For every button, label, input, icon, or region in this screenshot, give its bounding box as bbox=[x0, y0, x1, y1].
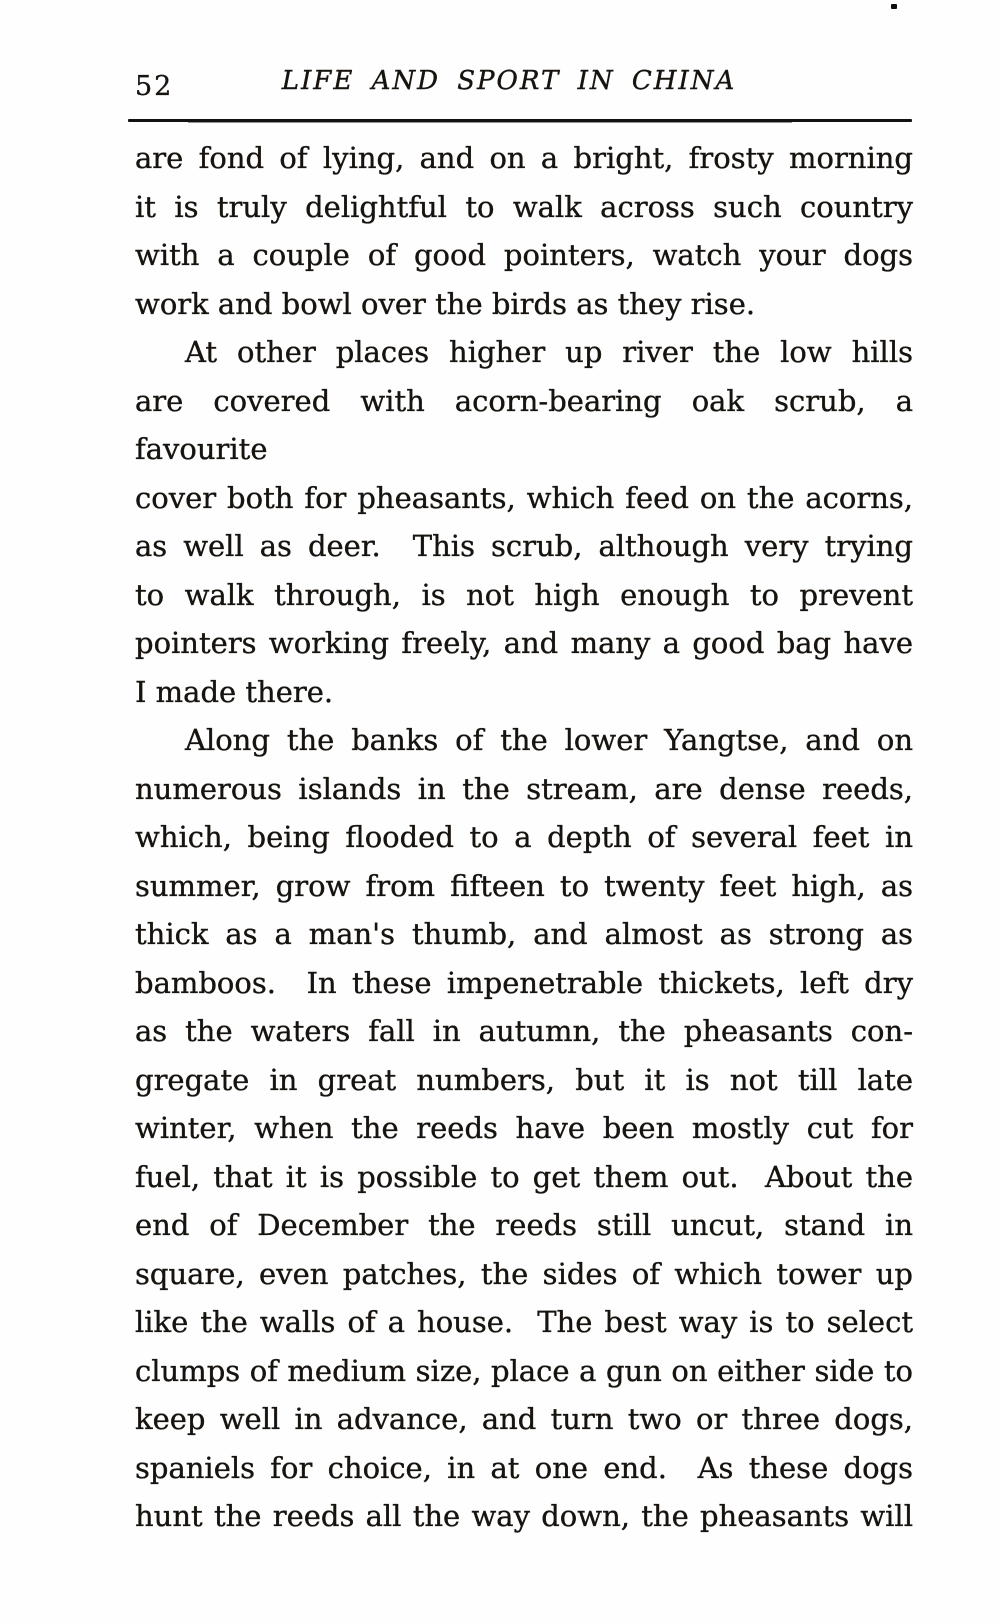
page-body bbox=[135, 134, 913, 1541]
text-line: winter, when the reeds have been mostly cut for bbox=[135, 1111, 913, 1145]
text-line: are fond of lying, and on a bright, frosty morning bbox=[135, 141, 913, 175]
text-line: with a couple of good pointers, watch your dogs bbox=[135, 238, 913, 272]
running-title: LIFE AND SPORT IN CHINA bbox=[281, 66, 737, 96]
text-line: are covered with acorn-bearing oak scrub, a favourite bbox=[135, 383, 913, 466]
text-line: gregate in great numbers, but it is not till late bbox=[135, 1062, 913, 1097]
text-line: thick as a man's thumb, and almost as strong as bbox=[135, 917, 913, 951]
text-line: summer, grow from fifteen to twenty feet high, as bbox=[135, 868, 913, 903]
text-line: fuel, that it is possible to get them out. About the bbox=[135, 1159, 913, 1194]
text-line: numerous islands in the stream, are dense reeds, bbox=[135, 771, 913, 806]
text-line: as the waters fall in autumn, the pheasants con- bbox=[135, 1014, 913, 1048]
text-line: work and bowl over the birds as they rise. bbox=[135, 286, 756, 321]
text-line: square, even patches, the sides of which tower up bbox=[135, 1256, 913, 1291]
text-line: I made there. bbox=[135, 674, 334, 709]
text-line: like the walls of a house. The best way is to select bbox=[135, 1305, 913, 1339]
text-line: end of December the reeds still uncut, stand in bbox=[135, 1208, 913, 1242]
text-line: At other places higher up river the low hills bbox=[185, 335, 913, 369]
text-line: spaniels for choice, in at one end. As these dogs bbox=[135, 1450, 913, 1485]
header-rule bbox=[128, 119, 912, 122]
text-line: as well as deer. This scrub, although very trying bbox=[135, 529, 913, 563]
text-line: Along the banks of the lower Yangtse, and on bbox=[185, 723, 913, 757]
page-header bbox=[135, 64, 913, 106]
page-number: 52 bbox=[135, 71, 174, 102]
text-line: pointers working freely, and many a good bag have bbox=[135, 626, 913, 660]
text-line: clumps of medium size, place a gun on either side to bbox=[135, 1353, 913, 1388]
text-line: to walk through, is not high enough to prevent bbox=[135, 577, 913, 612]
text-line: bamboos. In these impenetrable thickets, left dry bbox=[135, 965, 913, 1000]
text-line: which, being flooded to a depth of several feet in bbox=[135, 820, 913, 854]
text-line: hunt the reeds all the way down, the pheasants will bbox=[135, 1499, 913, 1533]
text-line: it is truly delightful to walk across such country bbox=[135, 189, 913, 224]
text-line: cover both for pheasants, which feed on the acorns, bbox=[135, 480, 913, 515]
text-line: keep well in advance, and turn two or three dogs, bbox=[135, 1402, 913, 1436]
scan-artifact-dot bbox=[891, 4, 897, 9]
